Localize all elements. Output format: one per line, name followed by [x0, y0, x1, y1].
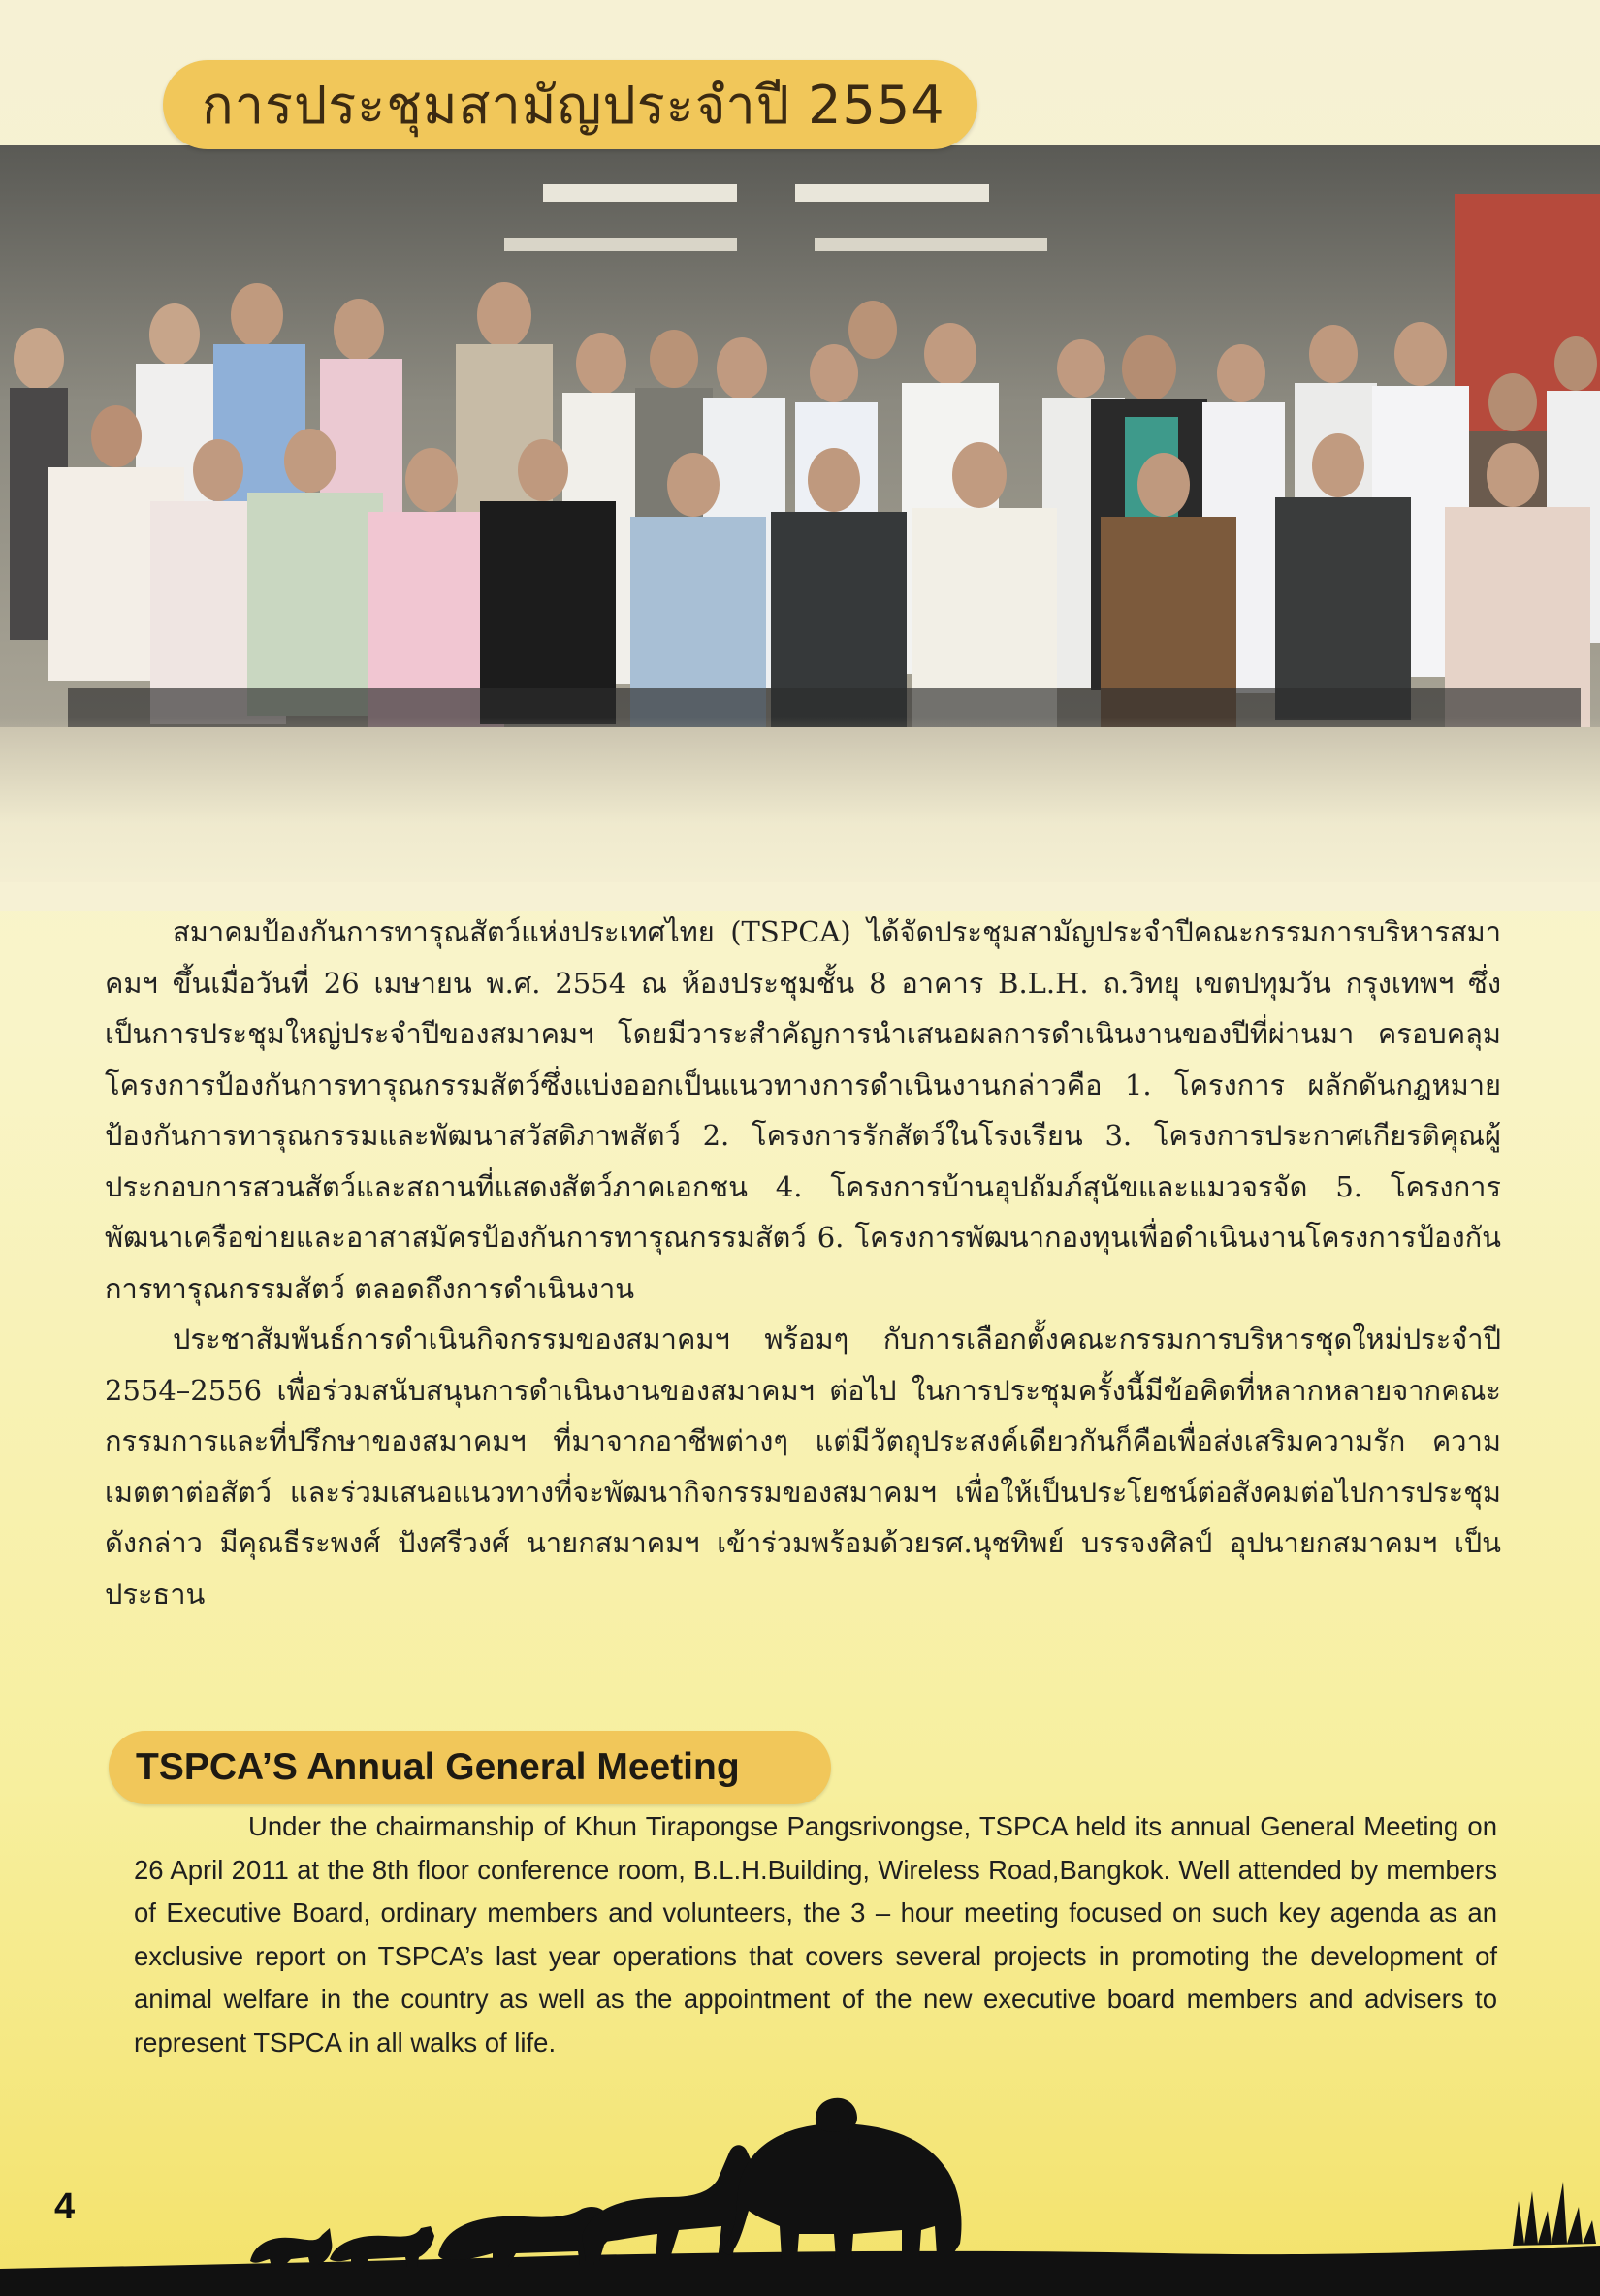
cat-silhouette-icon: [250, 2228, 332, 2267]
english-article: [134, 1805, 1497, 2065]
ground-silhouette: [0, 2246, 1600, 2296]
english-heading: TSPCA’S Annual General Meeting: [136, 1746, 740, 1788]
thai-paragraph-2: ประชาสัมพันธ์การดำเนินกิจกรรมของสมาคมฯ พร้อมๆ กับการเลือกตั้งคณะกรรมการบริหารชุดใหม่ประจำปี 2554–2556 เพื่อร่วมสนับสนุนการดำเนินงานของสมาคมฯ ต่อไป ในการประชุมครั้งนี้มีข้อคิดที่หลากหลายจากคณะกรรมการและที่ปรึกษาของสมาคมฯ ที่มาจากอาชีพต่างๆ แต่มีวัตถุประสงค์เดียวกันก็คือเพื่อส่งเสริมความรัก ความเมตตาต่อสัตว์ และร่วมเสนอแนวทางที่จะพัฒนากิจกรรมของสมาคมฯ เพื่อให้เป็นประโยชน์ต่อสังคมต่อไปการประชุมดังกล่าว มีคุณธีระพงศ์ ปังศรีวงศ์ นายกสมาคมฯ เข้าร่วมพร้อมด้วยรศ.นุชทิพย์ บรรจงศิลป์ อุปนายกสมาคมฯ เป็นประธาน: [105, 1323, 1501, 1610]
grass-silhouette-icon: [1513, 2182, 1596, 2246]
english-heading-banner: [109, 1731, 831, 1804]
group-photo-image: [0, 145, 1600, 882]
group-photo: [0, 145, 1600, 882]
animal-silhouette-footer: [0, 2036, 1600, 2296]
page-title: การประชุมสามัญประจำปี 2554: [202, 75, 945, 136]
english-paragraph: Under the chairmanship of Khun Tirapongse Pangsrivongse, TSPCA held its annual General Meeting on 26 April 2011 at the 8th floor conference room, B.L.H.Building, Wireless Road,Bangkok. Well attended by members of Executive Board, ordinary members and volunteers, the 3 – hour meeting focused on such key agenda as an exclusive report on TSPCA’s last year operations that covers several projects in promoting the development of animal welfare in the country as well as the appointment of the new executive board members and advisers to represent TSPCA in all walks of life.: [134, 1811, 1497, 2057]
page-number: 4: [54, 2186, 76, 2227]
thai-paragraph-1: สมาคมป้องกันการทารุณสัตว์แห่งประเทศไทย (TSPCA) ได้จัดประชุมสามัญประจำปีคณะกรรมการบริหารสมาคมฯ ขึ้นเมื่อวันที่ 26 เมษายน พ.ศ. 2554 ณ ห้องประชุมชั้น 8 อาคาร B.L.H. ถ.วิทยุ เขตปทุมวัน กรุงเทพฯ ซึ่งเป็นการประชุมใหญ่ประจำปีของสมาคมฯ โดยมีวาระสำคัญการนำเสนอผลการดำเนินงานของปีที่ผ่านมา ครอบคลุมโครงการป้องกันการทารุณกรรมสัตว์ซึ่งแบ่งออกเป็นแนวทางการดำเนินงานกล่าวคือ 1. โครงการ ผลักดันกฎหมายป้องกันการทารุณกรรมและพัฒนาสวัสดิภาพสัตว์ 2. โครงการรักสัตว์ในโรงเรียน 3. โครงการประกาศเกียรติคุณผู้ประกอบการสวนสัตว์และสถานที่แสดงสัตว์ภาคเอกชน 4. โครงการบ้านอุปถัมภ์สุนัขและแมวจรจัด 5. โครงการพัฒนาเครือข่ายและอาสาสมัครป้องกันการทารุณกรรมสัตว์ 6. โครงการพัฒนากองทุนเพื่อดำเนินงานโครงการป้องกันการทารุณกรรมสัตว์ ตลอดถึงการดำเนินงาน: [105, 915, 1501, 1305]
thai-title-banner: [163, 60, 977, 149]
elephant-silhouette-icon: [721, 2123, 962, 2259]
thai-article: [105, 907, 1501, 1619]
